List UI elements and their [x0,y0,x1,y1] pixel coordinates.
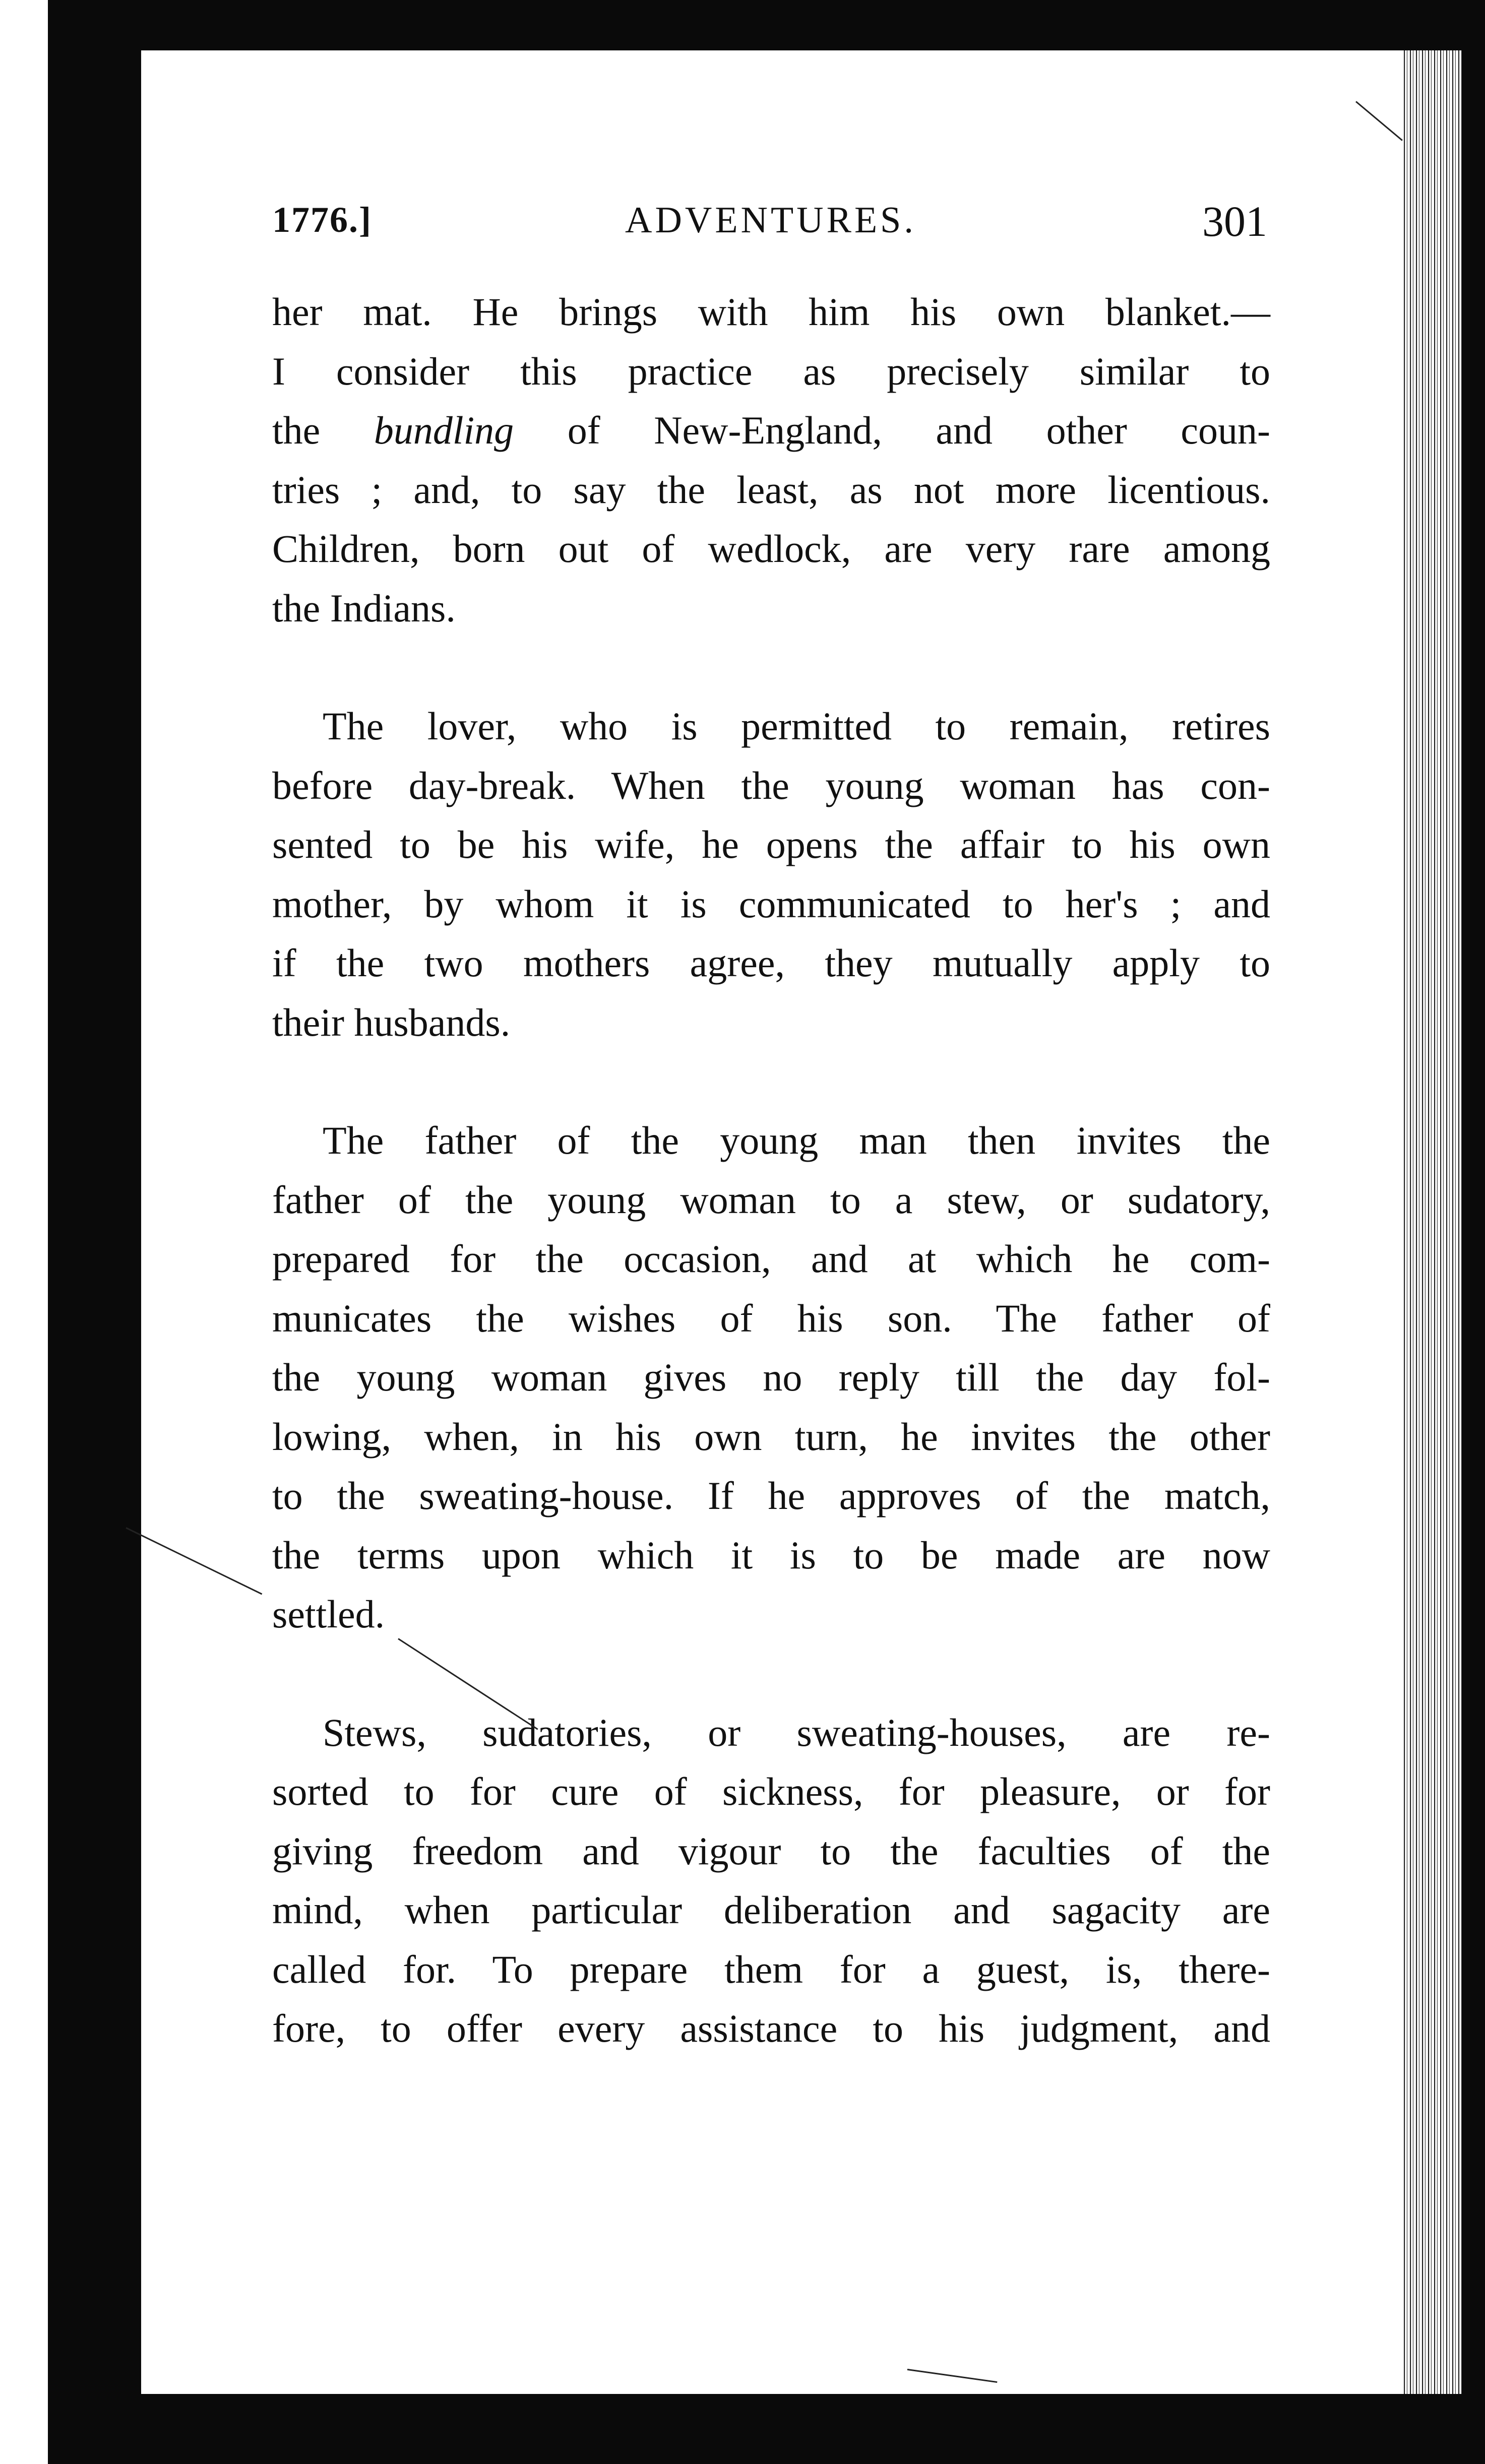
paragraph-1 [272,282,1270,638]
book-binding-shadow [48,0,141,2464]
text-line: Stews, sudatories, or sweating-houses, are re- [323,1710,1270,1754]
text-line: mother, by whom it is communicated to her's ; and [272,881,1270,926]
text-line: father of the young woman to a stew, or sudatory, [272,1177,1270,1222]
text-line: prepared for the occasion, and at which he com- [272,1237,1270,1281]
paragraph-4 [272,1703,1270,2058]
text-line: called for. To prepare them for a guest, is, there- [272,1947,1270,1991]
text-line: settled. [272,1592,385,1636]
text-line: the terms upon which it is to be made are now [272,1533,1270,1577]
text-line: her mat. He brings with him his own blanket.— [272,290,1270,334]
text-line: the Indians. [272,586,456,630]
page-number: 301 [1202,197,1267,245]
text-line: lowing, when, in his own turn, he invites the other [272,1414,1270,1459]
text-line: municates the wishes of his son. The father of [272,1296,1270,1340]
text-line: mind, when particular deliberation and sagacity are [272,1888,1270,1932]
running-header [272,199,1280,255]
text-line: Children, born out of wedlock, are very rare among [272,527,1270,571]
scan-bottom-border [141,2394,1485,2464]
text-line: The lover, who is permitted to remain, retires [323,704,1270,748]
paragraph-2 [272,697,1270,1052]
italic-word: bundling [374,408,514,452]
running-head-year: 1776.] [272,200,372,240]
text-line: giving freedom and vigour to the faculties of the [272,1828,1270,1873]
paragraph-3 [272,1111,1270,1644]
text-line: if the two mothers agree, they mutually apply to [272,941,1270,985]
scan-top-border [141,0,1485,50]
text-line: the young woman gives no reply till the day fol- [272,1355,1270,1399]
text-line: the bundling of New-England, and other coun- [272,408,1270,452]
scan-left-margin [0,0,48,2464]
text-line: tries ; and, to say the least, as not more licentious. [272,467,1270,512]
running-head-title: ADVENTURES. [625,200,916,241]
text-line: I consider this practice as precisely similar to [272,349,1270,393]
text-line: fore, to offer every assistance to his judgment, and [272,2006,1270,2050]
text-line: to the sweating-house. If he approves of the match, [272,1474,1270,1518]
text-line: The father of the young man then invites the [323,1118,1270,1162]
text-line: sorted to for cure of sickness, for pleasure, or for [272,1770,1270,1813]
scan-right-border [1462,50,1485,2394]
page-body [272,282,1270,2117]
text-line: their husbands. [272,1000,511,1044]
text-line: sented to be his wife, he opens the affair to his own [272,823,1270,866]
text-line: before day-break. When the young woman has con- [272,763,1270,807]
